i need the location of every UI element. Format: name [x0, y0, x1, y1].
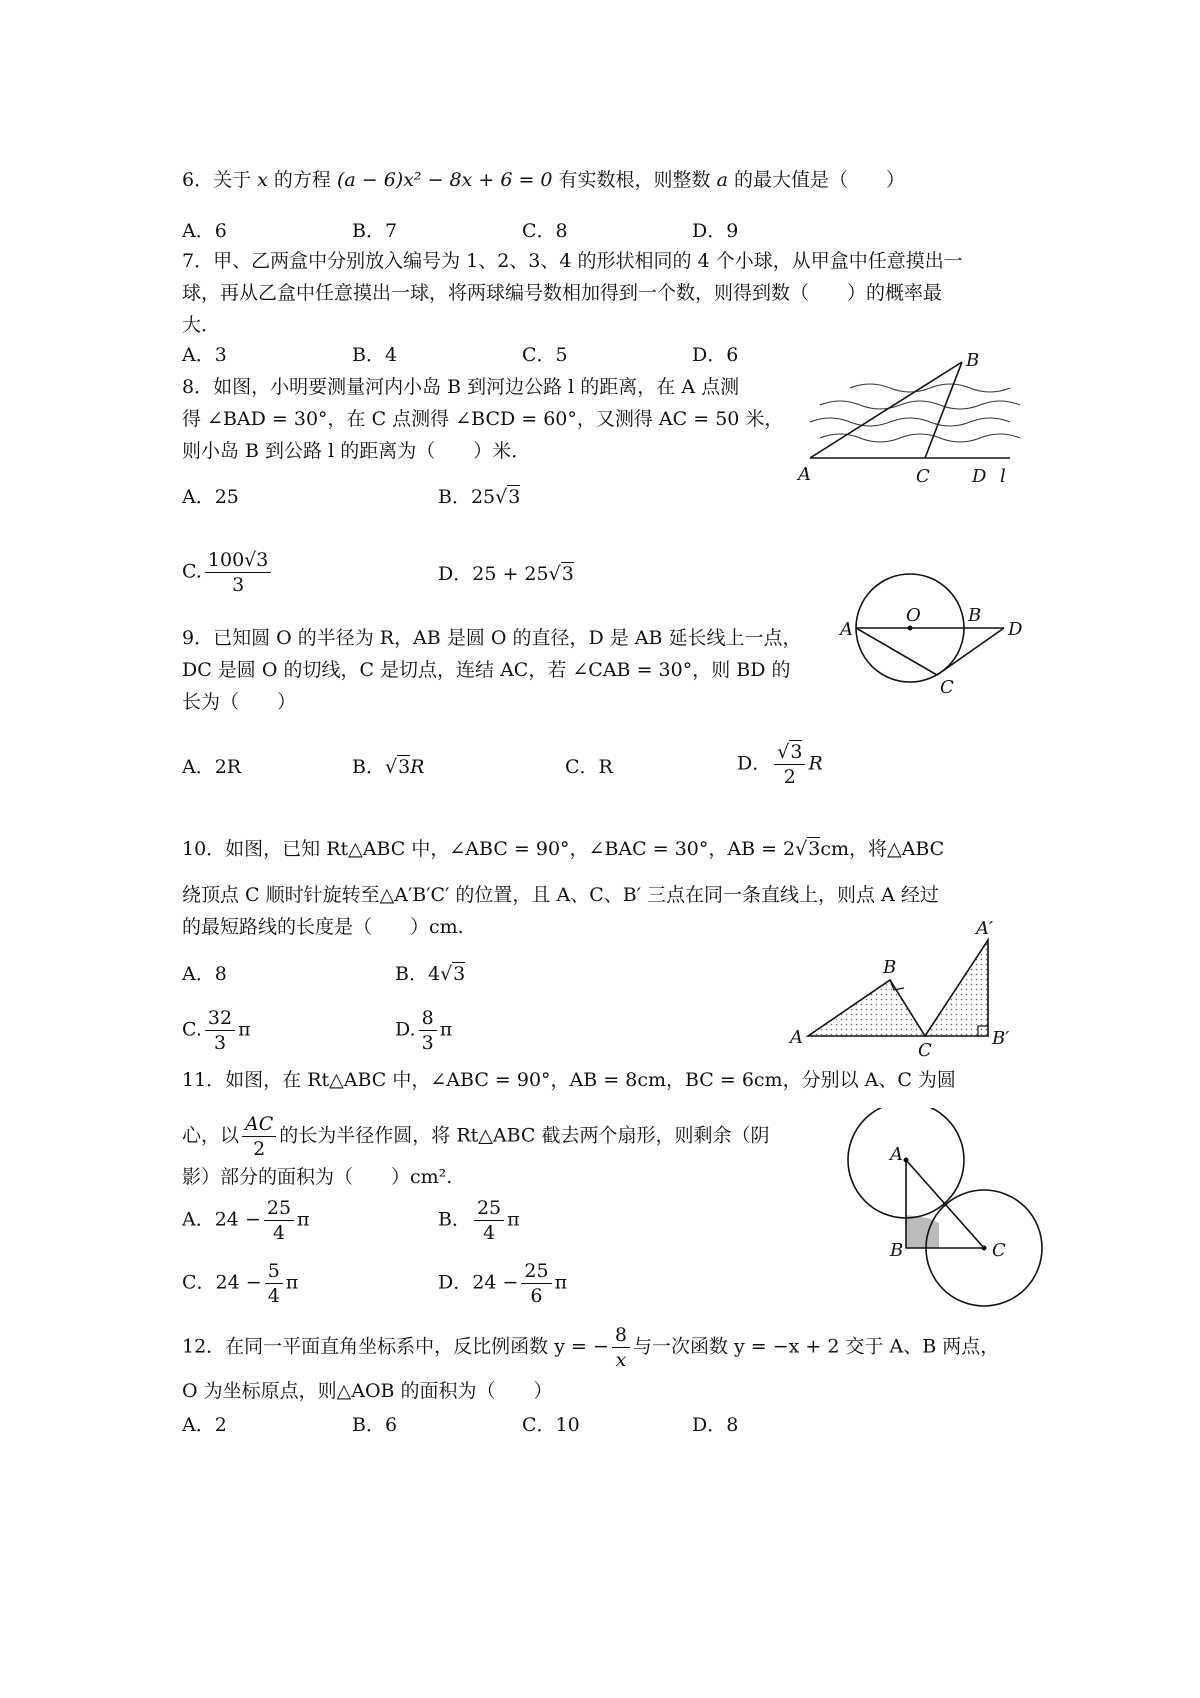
q9-label-d: D [1008, 619, 1023, 640]
q9-option-a: A．2R [182, 756, 242, 778]
q9-center-dot [908, 626, 913, 631]
q9-segment-ac [856, 628, 937, 675]
q6-stem: 6．关于 x 的方程 (a − 6)x² − 8x + 6 = 0 有实数根，则整数 a 的最大值是（ ） [182, 169, 905, 191]
q8-label-a: A [798, 464, 811, 485]
q12-line-1: 12．在同一平面直角坐标系中，反比例函数 y = − $\frac{8}{x}$ 与一次函数 y = −x + 2 交于 A、B 两点， [182, 1324, 1000, 1371]
q11-center-c-dot [982, 1246, 987, 1251]
q8-label-c: C [916, 466, 930, 487]
q8-label-b: B [966, 350, 980, 371]
q9-label-a: A [840, 619, 853, 640]
q10-figure [780, 918, 1020, 1060]
q9-figure [830, 565, 1040, 700]
q10-label-c: C [918, 1040, 932, 1060]
q6-option-c: C．8 [522, 220, 568, 242]
q7-line-2: 球，再从乙盒中任意摸出一球，将两球编号数相加得到一个数，则得到数（ ）的概率最 [182, 282, 943, 304]
q8-label-d: D [972, 466, 987, 487]
q9-option-b: B．√3R [352, 756, 425, 778]
q9-option-c: C．R [565, 756, 613, 778]
q11-option-a: A．24 − $\frac{25}{4}$ π [182, 1197, 310, 1244]
q7-line-3: 大． [182, 314, 221, 336]
q8-segment-cb [925, 362, 962, 458]
q6-option-a: A．6 [182, 220, 227, 242]
q11-label-c: C [992, 1240, 1006, 1261]
q12-option-a: A．2 [182, 1414, 227, 1436]
q8-segment-ab [810, 362, 962, 458]
q10-label-a: A [790, 1027, 803, 1048]
q12-fraction-8-over-x: $\frac{8}{x}$ [612, 1323, 630, 1372]
q8-label-l: l [1000, 466, 1006, 487]
q10-option-c-fraction: $\frac{32}{3}$ [205, 1006, 235, 1055]
q8-figure [790, 350, 1020, 490]
q11-label-b: B [890, 1240, 904, 1261]
q7-option-a: A．3 [182, 344, 227, 366]
q10-label-b-prime: B′ [992, 1028, 1010, 1049]
q11-option-c: C．24 − $\frac{5}{4}$ π [182, 1260, 299, 1307]
q8-line-1: 8．如图，小明要测量河内小岛 B 到河边公路 l 的距离，在 A 点测 [182, 376, 740, 398]
q10-line-3: 的最短路线的长度是（ ）cm. [182, 916, 464, 938]
q11-option-b-fraction: $\frac{25}{4}$ [474, 1196, 504, 1245]
q10-label-a-prime: A′ [976, 918, 994, 939]
q9-label-o: O [906, 605, 921, 626]
q11-option-b: B． $\frac{25}{4}$ π [438, 1197, 520, 1244]
q11-option-a-fraction: $\frac{25}{4}$ [264, 1196, 294, 1245]
q9-line-1: 9．已知圆 O 的半径为 R，AB 是圆 O 的直径，D 是 AB 延长线上一点， [182, 627, 802, 649]
q10-triangle-abc [808, 980, 925, 1036]
q9-line-3: 长为（ ） [182, 691, 297, 713]
q8-option-a: A．25 [182, 486, 239, 508]
q12-line-2: O 为坐标原点，则△AOB 的面积为（ ） [182, 1380, 553, 1402]
q11-line-2: 心，以 $\frac{AC}{2}$ 的长为半径作圆，将 Rt△ABC 截去两个扇形，则剩余（阴 [182, 1113, 770, 1160]
q11-option-d: D．24 − $\frac{25}{6}$ π [438, 1260, 568, 1307]
q8-option-b: B．25√3 [438, 486, 521, 508]
q11-center-a-dot [904, 1158, 909, 1163]
q8-river-waves [810, 384, 1020, 442]
q11-fraction-ac-over-2: $\frac{AC}{2}$ [242, 1112, 276, 1161]
q9-option-d: D． $\frac{√3}{2}$ R [737, 741, 823, 788]
q10-option-d: D. $\frac{8}{3}$ π [395, 1007, 453, 1054]
q8-option-c-fraction: $\frac{100√3}{3}$ [205, 548, 271, 597]
q7-option-b: B．4 [352, 344, 398, 366]
q9-label-c: C [940, 677, 954, 698]
q7-line-1: 7．甲、乙两盒中分别放入编号为 1、2、3、4 的形状相同的 4 个小球，从甲盒中任意摸出一 [182, 250, 963, 272]
q10-option-d-fraction: $\frac{8}{3}$ [419, 1006, 437, 1055]
q10-line-2: 绕顶点 C 顺时针旋转至△A′B′C′ 的位置，且 A、C、B′ 三点在同一条直线上，则点 A 经过 [182, 884, 939, 906]
q11-option-c-fraction: $\frac{5}{4}$ [265, 1259, 283, 1308]
q6-option-b: B．7 [352, 220, 398, 242]
q11-figure [840, 1108, 1050, 1308]
q10-option-a: A．8 [182, 963, 227, 985]
q10-label-b: B [883, 957, 897, 978]
q9-tangent-dc [937, 628, 1004, 675]
q12-option-d: D．8 [692, 1414, 739, 1436]
q8-option-c: C. $\frac{100√3}{3}$ [182, 548, 274, 597]
q10-triangle-a1b1c [925, 940, 988, 1036]
q9-line-2: DC 是圆 O 的切线，C 是切点，连结 AC，若 ∠CAB = 30°，则 BD 的 [182, 659, 791, 681]
q10-option-c: C. $\frac{32}{3}$ π [182, 1007, 251, 1054]
q12-option-c: C．10 [522, 1414, 580, 1436]
q7-option-d: D．6 [692, 344, 739, 366]
q7-option-c: C．5 [522, 344, 568, 366]
q11-line-1: 11．如图，在 Rt△ABC 中，∠ABC = 90°，AB = 8cm，BC = 6cm，分别以 A、C 为圆 [182, 1069, 956, 1091]
q8-line-2: 得 ∠BAD = 30°，在 C 点测得 ∠BCD = 60°，又测得 AC = 50 米， [182, 408, 784, 430]
q12-option-b: B．6 [352, 1414, 398, 1436]
q11-line-3: 影）部分的面积为（ ）cm². [182, 1166, 453, 1188]
q10-option-b: B．4√3 [395, 963, 466, 985]
q10-line-1: 10．如图，已知 Rt△ABC 中，∠ABC = 90°，∠BAC = 30°，AB = 2√3cm，将△ABC [182, 838, 945, 860]
q8-line-3: 则小岛 B 到公路 l 的距离为（ ）米． [182, 440, 531, 462]
q9-option-d-fraction: $\frac{√3}{2}$ [774, 740, 805, 789]
q8-option-d: D．25 + 25√3 [438, 563, 574, 585]
q9-label-b: B [968, 605, 982, 626]
q11-option-d-fraction: $\frac{25}{6}$ [521, 1259, 551, 1308]
q6-option-d: D．9 [692, 220, 739, 242]
q11-label-a: A [890, 1144, 903, 1165]
